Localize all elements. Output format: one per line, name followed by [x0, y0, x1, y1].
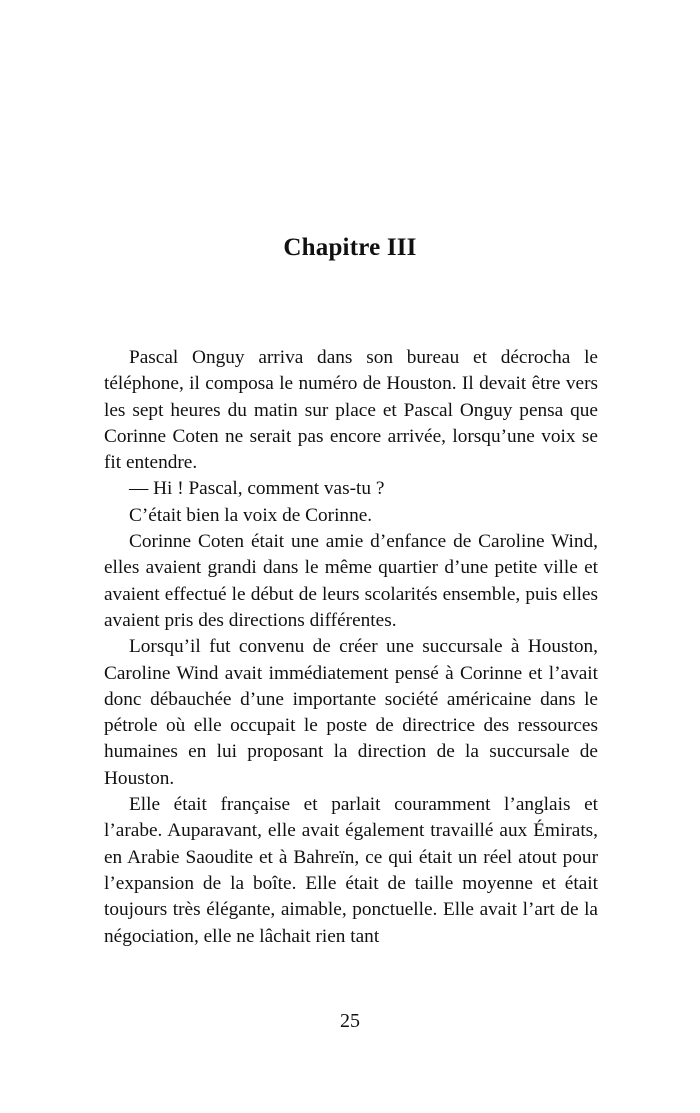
paragraph-3: C’était bien la voix de Corinne.	[129, 504, 373, 526]
paragraph-2: — Hi ! Pascal, comment vas-tu ?	[129, 478, 385, 500]
paragraph-1: Pascal Onguy arriva dans son bureau et décrocha le téléphone, il composa le numéro de Houston. Il devait être vers les sept heures du matin sur place et Pascal Onguy pensa que Corinne Coten ne serait pas encore arrivée, lorsqu’une voix se fit entendre.	[104, 347, 598, 474]
chapter-title: Chapitre III	[283, 234, 417, 261]
paragraph-5: Lorsqu’il fut convenu de créer une succursale à Houston, Caroline Wind avait immédiatement pensé à Corinne et l’avait donc débauchée d’une importante société américaine dans le pétrole où elle occupait le poste de directrice des ressources humaines en lui proposant la direction de la succursale de Houston.	[104, 636, 598, 789]
paragraph-6: Elle était française et parlait couramment l’anglais et l’arabe. Auparavant, elle avait également travaillé aux Émirats, en Arabie Saoudite et à Bahreïn, ce qui était un réel atout pour l’expansion de la boîte. Elle était de taille moyenne et était toujours très élégante, aimable, ponctuelle. Elle avait l’art de la négociation, elle ne lâchait rien tant	[104, 794, 598, 947]
chapter-body	[104, 345, 598, 950]
paragraph-4: Corinne Coten était une amie d’enfance de Caroline Wind, elles avaient grandi dans le même quartier d’une petite ville et avaient effectué le début de leurs scolarités ensemble, puis elles avaient pris des directions différentes.	[104, 531, 598, 631]
page-number: 25	[340, 1010, 360, 1032]
